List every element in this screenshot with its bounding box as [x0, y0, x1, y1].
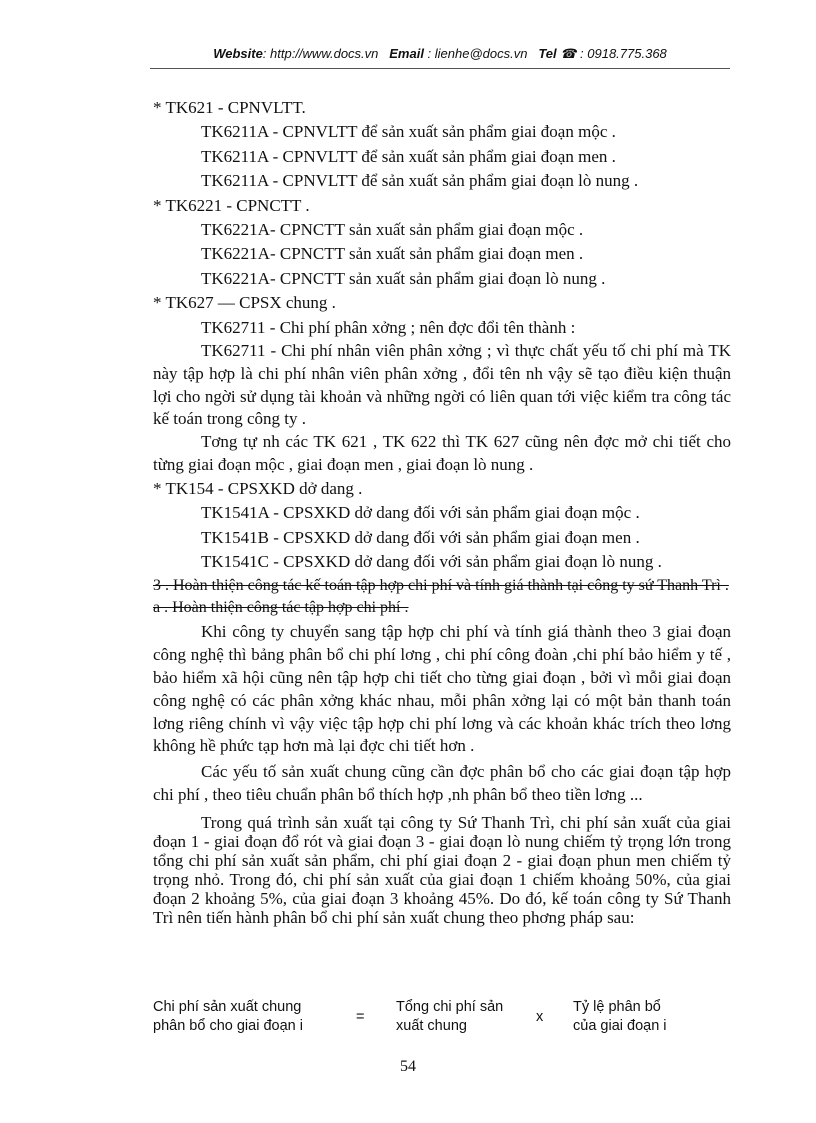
- account-line: TK1541B - CPSXKD dở dang đối với sản phẩm giai đoạn men .: [201, 527, 640, 547]
- section-heading-3: 3 . Hoàn thiện công tác kế toán tập hợp chi phí và tính giá thành tại công ty sứ Thanh Trì .: [153, 577, 729, 595]
- header-divider: [150, 68, 730, 69]
- page-header: [150, 46, 730, 62]
- account-line: TK6211A - CPNVLTT để sản xuất sản phẩm giai đoạn mộc .: [201, 122, 616, 142]
- website-value: : http://www.docs.vn: [262, 46, 379, 61]
- account-line: TK6221A- CPNCTT sản xuất sản phẩm giai đoạn men .: [201, 244, 584, 264]
- account-line: TK62711 - Chi phí phân xởng ; nên đợc đổi tên thành :: [201, 317, 576, 337]
- paragraph: Các yếu tố sản xuất chung cũng cần đợc phân bổ cho các giai đoạn tập hợp chi phí , theo tiêu chuẩn phân bổ thích hợp ,nh phân bổ theo tiền lơng ...: [153, 762, 731, 805]
- page-number: 54: [400, 1058, 416, 1075]
- formula-right: Tỷ lệ phân bổ của giai đoạn i: [573, 999, 667, 1034]
- account-heading-6221: * TK6221 - CPNCTT .: [153, 195, 310, 215]
- paragraph: TK62711 - Chi phí nhân viên phân xởng ; vì thực chất yếu tố chi phí mà TK này tập hợp là chi phí nhân viên phân xởng , đổi tên nh vậy sẽ tạo điều kiện thuận lợi cho ngời sử dụng tài khoản và những ngời có liên quan tới việc kiểm tra công tác kế toán trong công ty .: [153, 341, 731, 429]
- formula-middle: Tổng chi phí sản xuất chung: [396, 999, 504, 1034]
- account-line: TK6211A - CPNVLTT để sản xuất sản phẩm giai đoạn lò nung .: [201, 171, 639, 191]
- formula-left: Chi phí sản xuất chung phân bổ cho giai đoạn i: [153, 999, 303, 1034]
- paragraph: Tơng tự nh các TK 621 , TK 622 thì TK 627 cũng nên đợc mở chi tiết cho từng giai đoạn mộc , giai đoạn men , giai đoạn lò nung .: [153, 432, 731, 475]
- account-line: TK6221A- CPNCTT sản xuất sản phẩm giai đoạn lò nung .: [201, 268, 606, 288]
- account-heading-627: * TK627 — CPSX chung .: [153, 293, 336, 313]
- account-heading-621: * TK621 - CPNVLTT.: [153, 98, 306, 117]
- page-body: [153, 96, 731, 927]
- account-line: TK1541C - CPSXKD dở dang đối với sản phẩm giai đoạn lò nung .: [201, 552, 662, 572]
- account-line: TK6221A- CPNCTT sản xuất sản phẩm giai đoạn mộc .: [201, 220, 584, 240]
- paragraph: Trong quá trình sản xuất tại công ty Sứ Thanh Trì, chi phí sản xuất của giai đoạn 1 - giai đoạn đổ rót và giai đoạn 3 - giai đoạn lò nung chiếm tỷ trọng lớn trong tổng chi phí sản xuất sản phẩm, chi phí giai đoạn 2 - giai đoạn phun men chiếm tỷ trọng nhỏ. Trong đó, chi phí sản xuất của giai đoạn 1 chiếm khoảng 50%, của giai đoạn 2 khoảng 5%, của giai đoạn 3 khoảng 45%. Do đó, kế toán công ty Sứ Thanh Trì nên tiến hành phân bổ chi phí sản xuất chung theo phơng pháp sau:: [153, 812, 731, 927]
- email-label: Email: [389, 46, 424, 61]
- account-heading-154: * TK154 - CPSXKD dở dang .: [153, 478, 363, 498]
- section-heading-a: a . Hoàn thiện công tác tập hợp chi phí .: [153, 599, 409, 617]
- email-value: : lienhe@docs.vn: [423, 46, 528, 61]
- tel-label: Tel: [538, 46, 557, 61]
- formula-equals: =: [356, 1009, 365, 1025]
- formula-times: x: [536, 1009, 544, 1025]
- paragraph: Khi công ty chuyển sang tập hợp chi phí và tính giá thành theo 3 giai đoạn công nghệ thì bảng phân bổ chi phí lơng , chi phí công đoàn ,chi phí bảo hiểm y tế , bảo hiểm xã hội cũng nên tập hợp chi tiết cho từng giai đoạn , bởi vì mỗi giai đoạn công nghệ có các phân xởng khác nhau, mỗi phân xởng lại có một bản thanh toán lơng riêng chính vì vậy việc tập hợp chi phí lơng và các khoản khác trích theo lơng không hề phức tạp hơn mà lại đợc chi tiết hơn .: [153, 622, 731, 756]
- account-line: TK6211A - CPNVLTT để sản xuất sản phẩm giai đoạn men .: [201, 146, 616, 166]
- account-line: TK1541A - CPSXKD dở dang đối với sản phẩm giai đoạn mộc .: [201, 503, 640, 523]
- tel-value: ☎ : 0918.775.368: [556, 46, 667, 61]
- website-label: Website: [213, 46, 263, 61]
